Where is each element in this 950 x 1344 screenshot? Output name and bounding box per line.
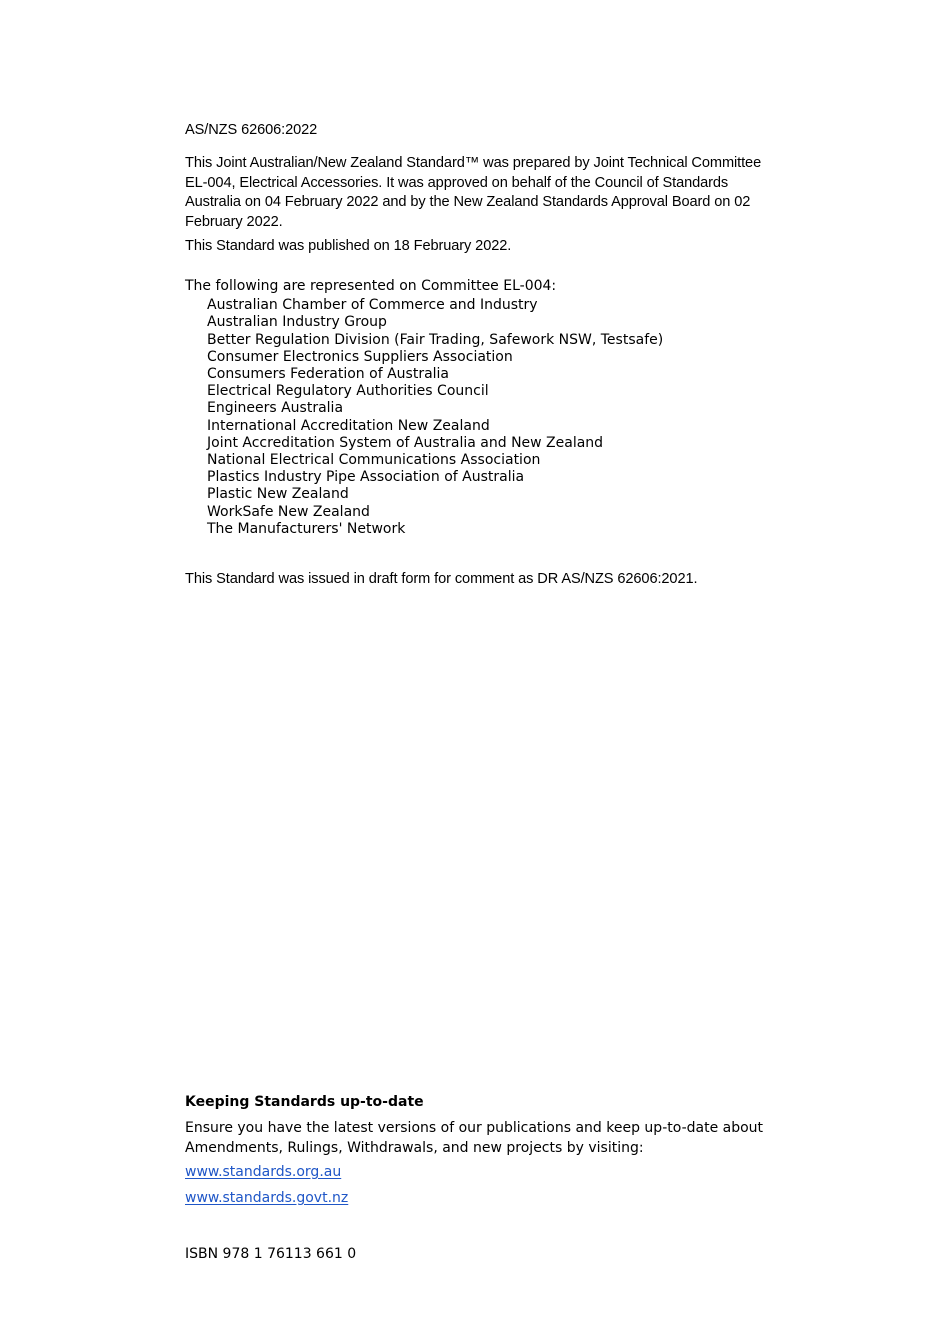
committee-member: Better Regulation Division (Fair Trading, Safework NSW, Testsafe) — [207, 331, 664, 348]
committee-member: Plastic New Zealand — [207, 486, 349, 503]
up-to-date-body: Ensure you have the latest versions of our publications and keep up-to-date about Amendments, Rulings, Withdrawals, and new projects by visiting: — [185, 1120, 764, 1156]
committee-member: Australian Industry Group — [207, 314, 387, 331]
committee-member: The Manufacturers' Network — [207, 520, 406, 537]
committee-section — [185, 278, 805, 538]
committee-member: WorkSafe New Zealand — [207, 503, 370, 520]
published-date-paragraph: This Standard was published on 18 February 2022. — [185, 238, 512, 254]
standards-australia-link[interactable]: www.standards.org.au — [185, 1164, 342, 1180]
committee-member-list — [207, 297, 805, 538]
document-id: AS/NZS 62606:2022 — [185, 122, 318, 138]
isbn: ISBN 978 1 76113 661 0 — [185, 1246, 357, 1262]
committee-member: Electrical Regulatory Authorities Council — [207, 383, 489, 400]
committee-member: Engineers Australia — [207, 400, 344, 417]
committee-member: Joint Accreditation System of Australia and New Zealand — [207, 434, 604, 451]
committee-member: Consumer Electronics Suppliers Association — [207, 348, 513, 365]
committee-member: Plastics Industry Pipe Association of Australia — [207, 469, 525, 486]
preparation-paragraph: This Joint Australian/New Zealand Standard™ was prepared by Joint Technical Committee EL-004, Electrical Accessories. It was approved on behalf of the Council of Standards Australia on 04 February 2022 and by the New Zealand Standards Approval Board on 02 February 2022. — [185, 155, 762, 230]
committee-member: Consumers Federation of Australia — [207, 366, 450, 383]
committee-intro: The following are represented on Committee EL-004: — [185, 278, 557, 294]
committee-member: Australian Chamber of Commerce and Industry — [207, 297, 538, 314]
draft-notice: This Standard was issued in draft form for comment as DR AS/NZS 62606:2021. — [185, 571, 698, 587]
committee-member: National Electrical Communications Association — [207, 452, 541, 469]
up-to-date-heading: Keeping Standards up-to-date — [185, 1094, 424, 1110]
committee-member: International Accreditation New Zealand — [207, 417, 490, 434]
standards-nz-link[interactable]: www.standards.govt.nz — [185, 1190, 349, 1206]
